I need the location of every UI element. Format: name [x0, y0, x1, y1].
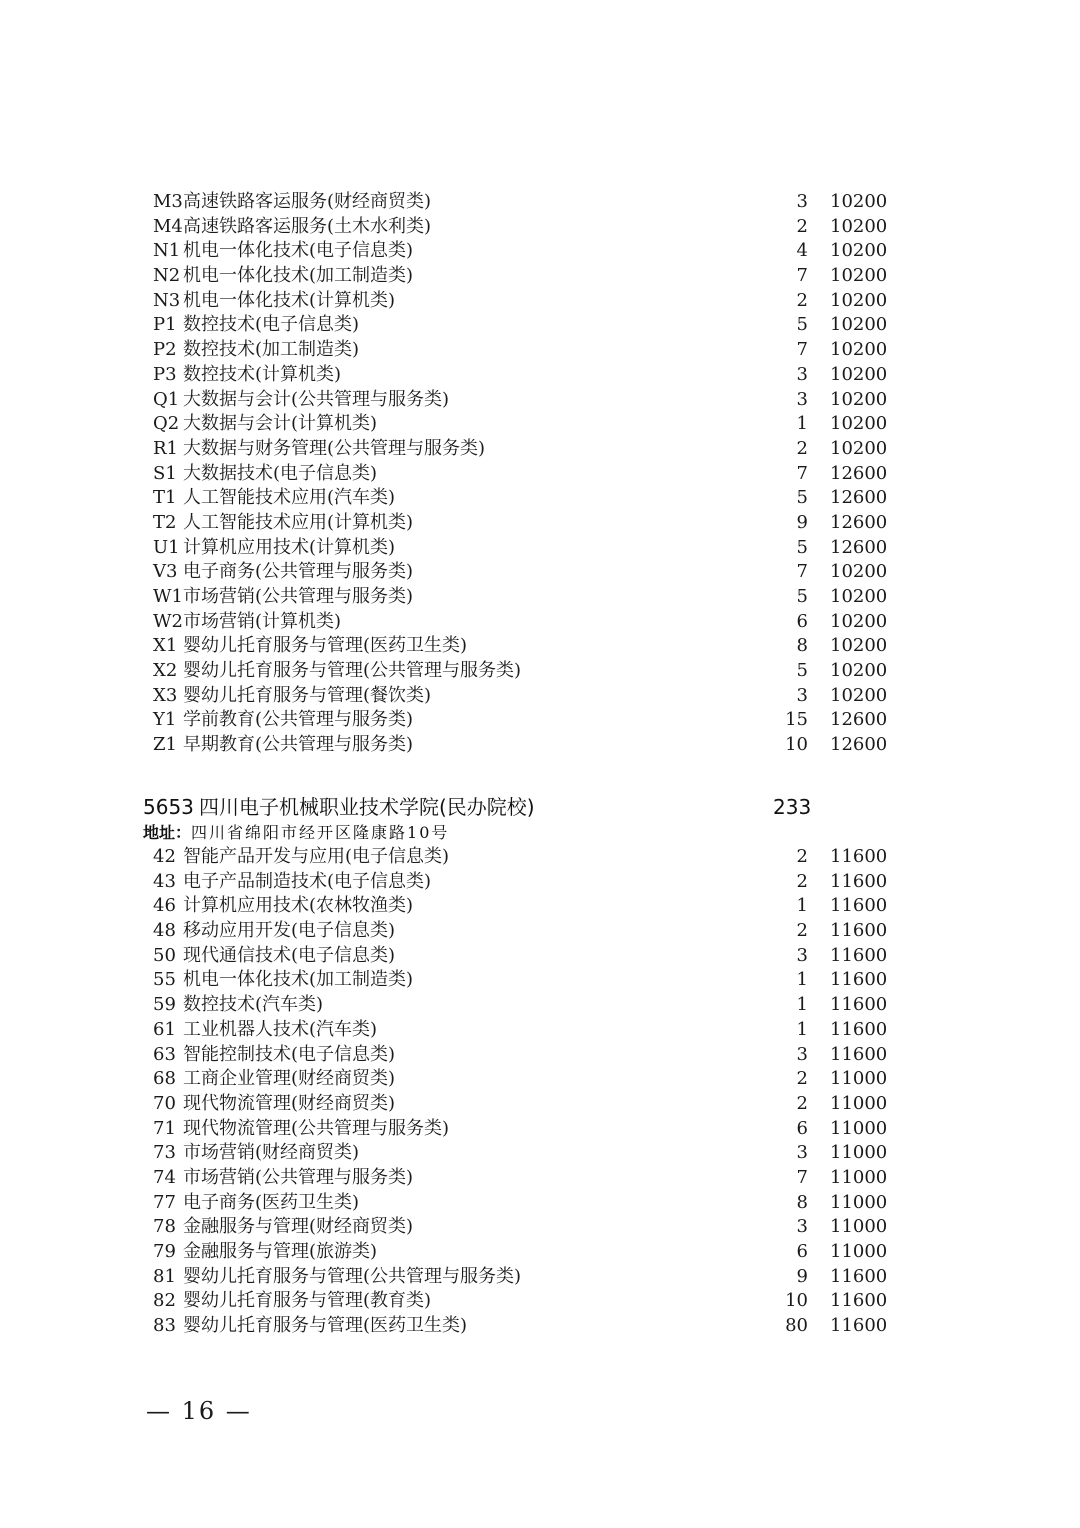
- program-name: 婴幼儿托育服务与管理(医药卫生类): [183, 1315, 468, 1337]
- program-name: 数控技术(汽车类): [183, 994, 324, 1016]
- program-name: 大数据与财务管理(公共管理与服务类): [183, 437, 486, 459]
- tuition-fee: 12600: [830, 487, 888, 509]
- tuition-fee: 11000: [830, 1142, 888, 1164]
- program-name: 人工智能技术应用(汽车类): [183, 487, 396, 509]
- program-name: 电子商务(医药卫生类): [183, 1191, 360, 1213]
- tuition-fee: 11600: [830, 1265, 888, 1287]
- program-code: Y1: [153, 709, 177, 731]
- tuition-fee: 10200: [830, 610, 888, 632]
- school-name: 四川电子机械职业技术学院(民办院校): [199, 795, 535, 819]
- table-row: [0, 1117, 1080, 1142]
- program-code: 77: [153, 1191, 176, 1213]
- plan-count: 1: [796, 969, 808, 991]
- tuition-fee: 12600: [830, 511, 888, 533]
- plan-count: 8: [796, 1191, 808, 1213]
- program-name: 市场营销(计算机类): [183, 610, 342, 632]
- program-code: Q1: [153, 388, 180, 410]
- program-name: 大数据与会计(计算机类): [183, 413, 378, 435]
- program-code: N3: [153, 289, 181, 311]
- tuition-fee: 11600: [830, 1018, 888, 1040]
- program-name: 数控技术(电子信息类): [183, 314, 360, 336]
- table-row: [0, 993, 1080, 1018]
- program-name: 现代通信技术(电子信息类): [183, 944, 396, 966]
- plan-count: 3: [796, 388, 808, 410]
- table-row: [0, 462, 1080, 487]
- tuition-fee: 10200: [830, 363, 888, 385]
- plan-count: 3: [796, 944, 808, 966]
- program-name: 金融服务与管理(旅游类): [183, 1241, 378, 1262]
- program-name: 婴幼儿托育服务与管理(餐饮类): [183, 684, 432, 706]
- plan-count: 2: [796, 437, 808, 459]
- program-name: 计算机应用技术(农林牧渔类): [183, 895, 414, 917]
- tuition-fee: 10200: [830, 314, 888, 336]
- program-name: 机电一体化技术(计算机类): [183, 289, 396, 311]
- table-row: [0, 659, 1080, 684]
- tuition-fee: 11600: [830, 1043, 888, 1065]
- tuition-fee: 10200: [830, 191, 888, 212]
- program-name: 婴幼儿托育服务与管理(教育类): [183, 1290, 432, 1312]
- table-row: [0, 388, 1080, 413]
- table-row: [0, 1141, 1080, 1166]
- table-row: [0, 944, 1080, 969]
- plan-count: 5: [796, 586, 808, 607]
- program-code: 55: [153, 969, 176, 991]
- table-row: [0, 1191, 1080, 1216]
- table-row: [0, 1018, 1080, 1043]
- table-row: [0, 1240, 1080, 1265]
- program-code: 43: [153, 870, 176, 892]
- table-row: [0, 1043, 1080, 1068]
- table-row: [0, 610, 1080, 635]
- plan-count: 5: [796, 536, 808, 558]
- program-code: 50: [153, 944, 176, 966]
- table-row: [0, 1067, 1080, 1092]
- program-name: 婴幼儿托育服务与管理(医药卫生类): [183, 635, 468, 657]
- program-code: 82: [153, 1290, 176, 1312]
- program-code: N1: [153, 240, 181, 262]
- program-name: 市场营销(财经商贸类): [183, 1142, 360, 1164]
- tuition-fee: 10200: [830, 586, 888, 607]
- table-row: [0, 215, 1080, 240]
- program-name: 婴幼儿托育服务与管理(公共管理与服务类): [183, 660, 522, 682]
- program-name: 机电一体化技术(加工制造类): [183, 969, 414, 991]
- program-name: 大数据与会计(公共管理与服务类): [183, 388, 450, 410]
- table-row: [0, 536, 1080, 561]
- table-row: [0, 845, 1080, 870]
- table-row: [0, 894, 1080, 919]
- school-total: 233: [773, 795, 812, 819]
- tuition-fee: 11600: [830, 1290, 888, 1312]
- plan-count: 3: [796, 684, 808, 706]
- program-code: U1: [153, 536, 180, 558]
- table-row: [0, 1265, 1080, 1290]
- plan-count: 3: [796, 363, 808, 385]
- table-row: [0, 190, 1080, 215]
- plan-count: 5: [796, 660, 808, 682]
- program-code: P1: [153, 314, 177, 336]
- plan-count: 6: [796, 1241, 808, 1262]
- program-name: 高速铁路客运服务(财经商贸类): [183, 191, 432, 212]
- tuition-fee: 10200: [830, 413, 888, 435]
- tuition-fee: 11600: [830, 994, 888, 1016]
- program-code: X1: [153, 635, 178, 657]
- program-name: 工商企业管理(财经商贸类): [183, 1068, 396, 1090]
- program-code: T1: [153, 487, 177, 509]
- plan-count: 2: [796, 846, 808, 867]
- table-row: [0, 486, 1080, 511]
- table-row: [0, 560, 1080, 585]
- program-code: 46: [153, 895, 176, 917]
- plan-count: 3: [796, 1043, 808, 1065]
- program-code: M4: [153, 215, 183, 237]
- plan-count: 2: [796, 215, 808, 237]
- program-code: 42: [153, 846, 176, 867]
- program-code: T2: [153, 511, 177, 533]
- page-number: — 16 —: [146, 1397, 252, 1425]
- program-code: Q2: [153, 413, 180, 435]
- plan-count: 1: [796, 895, 808, 917]
- program-code: Z1: [153, 734, 177, 756]
- plan-count: 15: [785, 709, 808, 731]
- tuition-fee: 10200: [830, 635, 888, 657]
- plan-count: 1: [796, 994, 808, 1016]
- program-code: 59: [153, 994, 176, 1016]
- program-list-a: [0, 190, 1080, 758]
- program-code: P2: [153, 339, 177, 361]
- tuition-fee: 11000: [830, 1092, 888, 1114]
- table-row: [0, 313, 1080, 338]
- program-code: 81: [153, 1265, 176, 1287]
- school-id: 5653: [143, 795, 194, 819]
- tuition-fee: 10200: [830, 660, 888, 682]
- program-code: P3: [153, 363, 177, 385]
- tuition-fee: 12600: [830, 734, 888, 756]
- program-name: 人工智能技术应用(计算机类): [183, 511, 414, 533]
- program-code: W2: [153, 610, 183, 632]
- table-row: [0, 511, 1080, 536]
- plan-count: 7: [796, 1166, 808, 1188]
- table-row: [0, 1092, 1080, 1117]
- program-code: N2: [153, 265, 181, 287]
- tuition-fee: 11000: [830, 1068, 888, 1090]
- table-row: [0, 1289, 1080, 1314]
- program-name: 智能控制技术(电子信息类): [183, 1043, 396, 1065]
- tuition-fee: 11600: [830, 1315, 888, 1337]
- plan-count: 10: [785, 1290, 808, 1312]
- program-code: 79: [153, 1241, 176, 1262]
- program-name: 计算机应用技术(计算机类): [183, 536, 396, 558]
- table-row: [0, 684, 1080, 709]
- table-row: [0, 1215, 1080, 1240]
- plan-count: 2: [796, 1092, 808, 1114]
- program-code: 78: [153, 1216, 176, 1238]
- program-name: 学前教育(公共管理与服务类): [183, 709, 414, 731]
- tuition-fee: 11000: [830, 1166, 888, 1188]
- tuition-fee: 10200: [830, 437, 888, 459]
- tuition-fee: 11600: [830, 944, 888, 966]
- program-code: R1: [153, 437, 179, 459]
- program-code: 48: [153, 920, 176, 942]
- table-row: [0, 264, 1080, 289]
- program-code: 71: [153, 1117, 176, 1139]
- program-code: X3: [153, 684, 178, 706]
- program-name: 机电一体化技术(电子信息类): [183, 240, 414, 262]
- tuition-fee: 10200: [830, 215, 888, 237]
- tuition-fee: 11000: [830, 1191, 888, 1213]
- plan-count: 5: [796, 314, 808, 336]
- tuition-fee: 12600: [830, 709, 888, 731]
- program-code: S1: [153, 462, 177, 484]
- program-name: 市场营销(公共管理与服务类): [183, 1166, 414, 1188]
- address-label: 地址：: [143, 823, 192, 842]
- program-name: 大数据技术(电子信息类): [183, 462, 378, 484]
- plan-count: 2: [796, 289, 808, 311]
- program-name: 电子产品制造技术(电子信息类): [183, 870, 432, 892]
- tuition-fee: 11600: [830, 969, 888, 991]
- program-code: X2: [153, 660, 178, 682]
- program-name: 数控技术(加工制造类): [183, 339, 360, 361]
- plan-count: 2: [796, 870, 808, 892]
- table-row: [0, 1314, 1080, 1339]
- school-header: [143, 792, 1043, 822]
- tuition-fee: 11000: [830, 1241, 888, 1262]
- table-row: [0, 239, 1080, 264]
- program-name: 市场营销(公共管理与服务类): [183, 586, 414, 607]
- plan-count: 5: [796, 487, 808, 509]
- plan-count: 3: [796, 1216, 808, 1238]
- plan-count: 2: [796, 920, 808, 942]
- tuition-fee: 10200: [830, 265, 888, 287]
- program-code: V3: [153, 561, 178, 583]
- table-row: [0, 733, 1080, 758]
- tuition-fee: 10200: [830, 561, 888, 583]
- table-row: [0, 338, 1080, 363]
- program-name: 现代物流管理(财经商贸类): [183, 1092, 396, 1114]
- school-address: [143, 821, 449, 845]
- plan-count: 9: [796, 1265, 808, 1287]
- tuition-fee: 11600: [830, 846, 888, 867]
- program-code: 74: [153, 1166, 176, 1188]
- plan-count: 1: [796, 1018, 808, 1040]
- table-row: [0, 870, 1080, 895]
- program-name: 高速铁路客运服务(土木水利类): [183, 215, 432, 237]
- plan-count: 9: [796, 511, 808, 533]
- table-row: [0, 363, 1080, 388]
- plan-count: 1: [796, 413, 808, 435]
- plan-count: 6: [796, 610, 808, 632]
- table-row: [0, 289, 1080, 314]
- plan-count: 3: [796, 191, 808, 212]
- tuition-fee: 11600: [830, 920, 888, 942]
- table-row: [0, 919, 1080, 944]
- plan-count: 6: [796, 1117, 808, 1139]
- tuition-fee: 10200: [830, 684, 888, 706]
- program-list-b: [0, 845, 1080, 1339]
- table-row: [0, 437, 1080, 462]
- tuition-fee: 12600: [830, 536, 888, 558]
- program-name: 早期教育(公共管理与服务类): [183, 734, 414, 756]
- tuition-fee: 11000: [830, 1216, 888, 1238]
- plan-count: 7: [796, 462, 808, 484]
- table-row: [0, 968, 1080, 993]
- tuition-fee: 10200: [830, 240, 888, 262]
- table-row: [0, 634, 1080, 659]
- tuition-fee: 11600: [830, 870, 888, 892]
- table-row: [0, 1166, 1080, 1191]
- tuition-fee: 10200: [830, 289, 888, 311]
- program-code: 73: [153, 1142, 176, 1164]
- program-code: W1: [153, 586, 183, 607]
- plan-count: 4: [796, 240, 808, 262]
- program-code: 61: [153, 1018, 176, 1040]
- program-code: 83: [153, 1315, 176, 1337]
- program-code: 63: [153, 1043, 176, 1065]
- tuition-fee: 11000: [830, 1117, 888, 1139]
- program-code: M3: [153, 191, 183, 212]
- program-name: 移动应用开发(电子信息类): [183, 920, 396, 942]
- tuition-fee: 10200: [830, 339, 888, 361]
- program-name: 数控技术(计算机类): [183, 363, 342, 385]
- program-name: 工业机器人技术(汽车类): [183, 1018, 378, 1040]
- program-name: 智能产品开发与应用(电子信息类): [183, 846, 450, 867]
- table-row: [0, 708, 1080, 733]
- plan-count: 7: [796, 265, 808, 287]
- tuition-fee: 12600: [830, 462, 888, 484]
- table-row: [0, 585, 1080, 610]
- plan-count: 7: [796, 339, 808, 361]
- program-name: 婴幼儿托育服务与管理(公共管理与服务类): [183, 1265, 522, 1287]
- plan-count: 2: [796, 1068, 808, 1090]
- tuition-fee: 10200: [830, 388, 888, 410]
- plan-count: 80: [785, 1315, 808, 1337]
- program-code: 68: [153, 1068, 176, 1090]
- tuition-fee: 11600: [830, 895, 888, 917]
- plan-count: 3: [796, 1142, 808, 1164]
- program-name: 机电一体化技术(加工制造类): [183, 265, 414, 287]
- program-name: 电子商务(公共管理与服务类): [183, 561, 414, 583]
- plan-count: 8: [796, 635, 808, 657]
- program-name: 现代物流管理(公共管理与服务类): [183, 1117, 450, 1139]
- address-value: 四川省绵阳市经开区隆康路10号: [191, 823, 450, 842]
- table-row: [0, 412, 1080, 437]
- program-name: 金融服务与管理(财经商贸类): [183, 1216, 414, 1238]
- plan-count: 10: [785, 734, 808, 756]
- plan-count: 7: [796, 561, 808, 583]
- program-code: 70: [153, 1092, 176, 1114]
